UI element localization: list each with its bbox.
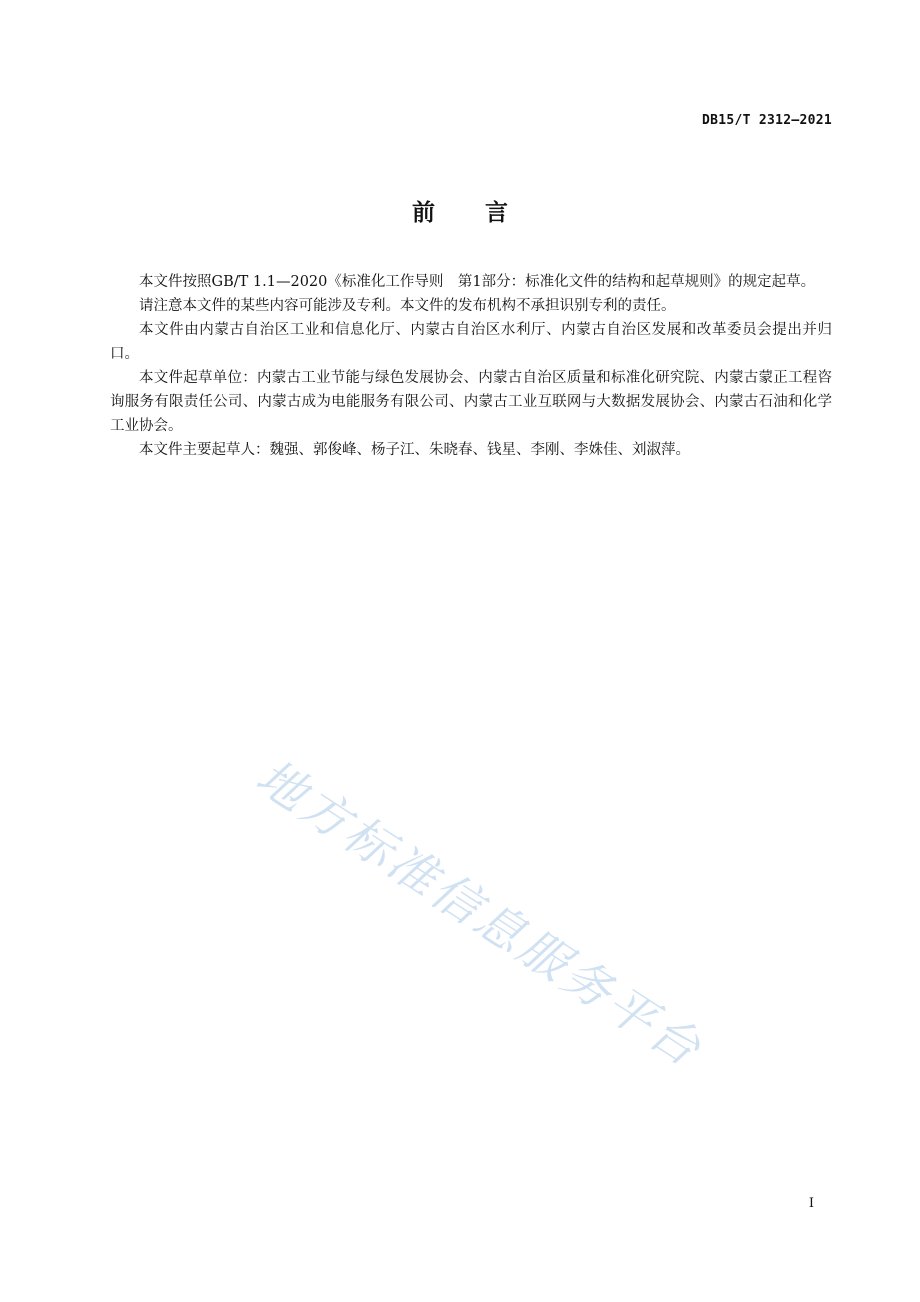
document-code: DB15/T 2312—2021: [701, 113, 832, 128]
page-number: I: [808, 1196, 814, 1211]
paragraph-proposer: 本文件由内蒙古自治区工业和信息化厅、内蒙古自治区水利厅、内蒙古自治区发展和改革委员会提出并归口。: [110, 322, 832, 362]
foreword-body: [110, 270, 832, 462]
page-title: 前言: [412, 200, 558, 226]
paragraph-drafters: 本文件主要起草人：魏强、郭俊峰、杨子江、朱晓春、钱星、李刚、李姝佳、刘淑萍。: [139, 442, 690, 458]
paragraph-drafting-units: 本文件起草单位：内蒙古工业节能与绿色发展协会、内蒙古自治区质量和标准化研究院、内蒙古蒙正工程咨询服务有限责任公司、内蒙古成为电能服务有限公司、内蒙古工业互联网与大数据发展协会、内蒙古石油和化学工业协会。: [110, 370, 832, 434]
watermark: 地方标准信息服务平台: [246, 748, 713, 1079]
paragraph-patent-notice: 请注意本文件的某些内容可能涉及专利。本文件的发布机构不承担识别专利的责任。: [139, 298, 676, 314]
paragraph-drafting-basis: 本文件按照GB/T 1.1—2020《标准化工作导则 第1部分：标准化文件的结构和起草规则》的规定起草。: [139, 274, 816, 290]
